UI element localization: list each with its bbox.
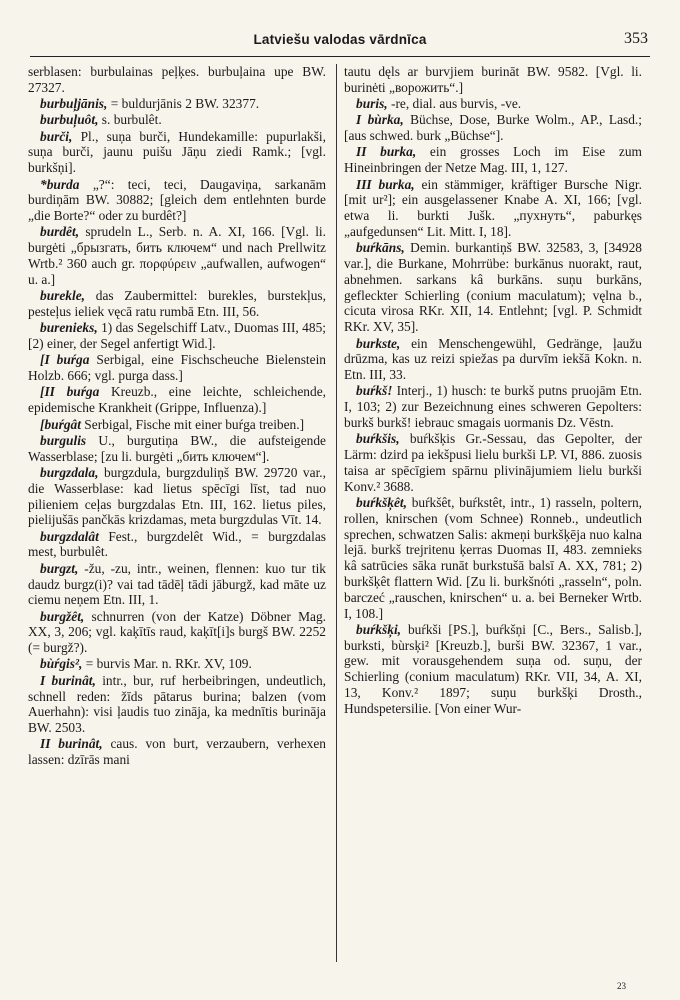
entry-definition: Pl., suņa burči, Hundekamille: pupurlakši, suņa burči, jaunu puišu Jāņu ziedi Ramk.; [vgl. burkšņi]. [28, 128, 326, 176]
entry-definition: buŕkšêt, buŕkstêt, intr., 1) rasseln, poltern, rollen, knirschen (vom Schnee) Ronneb., undeutlich sprechen, schwatzen Salis: akmeņi burkšķēja nuo kalna lejā. burkš trejritenu ķerras Duomas II, 483. zemnieks kâ satrūcies sāka runāt burkstušā balsī A. XX, 781; 2) burkšķêt flattern Wid. [Zu li. burkšnóti „rasseln“, poln. barczeć „rauschen, knirschen“ u. a. bei Berneker Wrtb. I, 108.] [344, 495, 642, 621]
dictionary-entry [344, 383, 642, 430]
dictionary-entry [28, 609, 326, 656]
entry-headword: buŕkšis, [356, 431, 400, 447]
dictionary-entry [28, 673, 326, 736]
entry-headword: [buŕgât [40, 416, 81, 432]
entry-definition: 1) das Segelschiff Latv., Duomas III, 485; [2) einer, der Segel anfertigt Wid.]. [28, 320, 326, 352]
running-title: Latviešu valodas vārdnīca [253, 32, 427, 47]
entry-headword: I bùrka, [356, 112, 404, 128]
signature-mark: 23 [617, 981, 626, 991]
dictionary-entry [28, 224, 326, 287]
entry-headword: burgzt, [40, 560, 79, 576]
entry-definition: Kreuzb., eine leichte, schleichende, epidemische Krankheit (Grippe, Influenza).] [28, 384, 326, 416]
dictionary-entry [344, 336, 642, 383]
entry-definition: ein stämmiger, kräftiger Bursche Nigr. [mit ur²]; ein ausgelassener Knabe A. XI, 166; [vgl. etwa li. burkti Jušk. „пухнуть“, paburkęs „aufgedunsen“ Lit. Mitt. I, 18]. [344, 176, 642, 239]
page-header [30, 28, 650, 57]
dictionary-entry [28, 96, 326, 112]
entry-definition: Serbigal, eine Fischscheuche Bielenstein Holzb. 666; vgl. purga dass.] [28, 352, 326, 384]
dictionary-entry [28, 656, 326, 672]
entry-definition: -žu, -zu, intr., weinen, flennen: kuo tur tik daudz burgz(i)? vai tad tādēļ tādi jāburgž, kad māte uz ciemu neņem Etn. III, 1. [28, 560, 326, 608]
entry-headword: burči, [40, 128, 73, 144]
entry-definition: schnurren (von der Katze) Döbner Mag. XX, 3, 206; vgl. kaķītīs raud, kaķīt[i]s burgš BW. 2252 (= burgž?). [28, 608, 326, 656]
dictionary-entry [28, 112, 326, 128]
dictionary-entry [344, 177, 642, 240]
entry-definition: Serbigal, Fische mit einer buŕga treiben.] [84, 416, 305, 432]
entry-headword: burgulis [40, 432, 87, 448]
entry-definition: = burvis Mar. n. RKr. XV, 109. [85, 656, 252, 672]
entry-headword: bùŕgis², [40, 656, 83, 672]
entry-headword: [II buŕga [40, 384, 100, 400]
dictionary-entry [28, 352, 326, 384]
entry-headword: buŕkšķêt, [356, 495, 407, 511]
entry-headword: II burka, [356, 144, 417, 160]
entry-headword: burekle, [40, 288, 86, 304]
entry-headword: I burinât, [40, 672, 96, 688]
entry-headword: *burda [40, 176, 80, 192]
dictionary-entry [28, 64, 326, 96]
entry-definition: buŕkši [PS.], buŕkšņi [C., Bers., Salisb.], burksti, bùrsķi² [Kreuzb.], burši BW. 32367, 1 var., gew. mit vorausgehendem suņa od. suņu, der Schierling (conium maculatum) RKr. VII, 34, A. XI, 13, Konv.² 1897; suņu burkšķi Drosth., Hundspetersilie. [Von einer Wur- [344, 621, 642, 716]
entry-definition: ein grosses Loch im Eise zum Hineinbringen der Netze Mag. III, 1, 127. [344, 144, 642, 176]
entry-headword: burbuļjānis, [40, 96, 108, 112]
entry-headword: burdêt, [40, 224, 80, 240]
page-number: 353 [624, 30, 648, 47]
entry-definition: sprudeln L., Serb. n. A. XI, 166. [Vgl. li. burgėti „брызгать, бить ключем“ und nach Prellwitz Wrtb.² 360 auch gr. πορφύρειν „aufwallen, aufwogen“ u. a.] [28, 224, 326, 287]
entry-definition: caus. von burt, verzaubern, verhexen lassen: dzīrās mani [28, 736, 326, 768]
dictionary-entry [344, 495, 642, 621]
entry-headword: [I buŕga [40, 352, 90, 368]
entry-definition: Fest., burgzdelêt Wid., = burgzdalas mest, burbulêt. [28, 528, 326, 560]
entry-definition: U., burgutiņa BW., die aufsteigende Wasserblase; [zu li. burgėti „бить ключем“]. [28, 432, 326, 464]
entry-headword: III burka, [356, 176, 415, 192]
entry-headword: burgzdala, [40, 464, 99, 480]
dictionary-entry [344, 144, 642, 176]
dictionary-entry [28, 561, 326, 608]
entry-headword: II burinât, [40, 736, 103, 752]
right-column [344, 64, 642, 984]
dictionary-entry [344, 240, 642, 335]
dictionary-entry [28, 288, 326, 320]
entry-headword: buŕkš! [356, 383, 393, 399]
dictionary-entry [28, 177, 326, 224]
entry-definition: intr., bur, ruf herbeibringen, undeutlich, schnell reden: žīds pātarus burina; balzen (vom Auerhahn): visi ļaudis tuo zināja, ka mednītis burināja BW. 2503. [28, 672, 326, 736]
column-divider [336, 64, 337, 962]
entry-definition: burgzdula, burgzduliņš BW. 29720 var., die Wasserblase: kad lietus spēcīgi līst, tad nuo pilieniem ceļas burgzdalas Etn. III, 162. lietus piles, pielijušās pančkās krizdamas, meta burgzdulas Vīt. 14. [28, 464, 326, 528]
dictionary-entry [28, 320, 326, 352]
entry-headword: burenieks, [40, 320, 98, 336]
entry-definition: Büchse, Dose, Burke Wolm., AP., Lasd.; [aus schwed. burk „Büchse“]. [344, 112, 642, 144]
entry-headword: burgžêt, [40, 608, 85, 624]
dictionary-entry [344, 622, 642, 717]
entry-definition: ein Menschengewühl, Gedränge, ļaužu drūzma, kas uz reizi spiežas pa durvīm iekšā Kokn. n. Etn. III, 33. [344, 335, 642, 383]
entry-headword: buŕkāns, [356, 240, 405, 256]
dictionary-entry [344, 96, 642, 112]
dictionary-entry [344, 112, 642, 144]
dictionary-entry [28, 417, 326, 433]
entry-definition: -re, dial. aus burvis, -ve. [391, 96, 522, 112]
entry-definition: Interj., 1) husch: te burkš putns pruojām Etn. I, 103; 2) zur Bezeichnung eines schweren Gepolters: burkš burkš! iebrauc smagais uormanis Dz. Vēstn. [344, 383, 642, 431]
dictionary-entry [28, 384, 326, 416]
entry-definition: serblasen: burbulainas peļķes. burbuļaina upe BW. 27327. [28, 64, 326, 95]
dictionary-entry [344, 431, 642, 494]
entry-headword: buris, [356, 96, 388, 112]
dictionary-entry [28, 129, 326, 176]
entry-definition: = buldurjānis 2 BW. 32377. [110, 96, 260, 112]
entry-definition: buŕkšķis Gr.-Sessau, das Gepolter, der Lärm: dzird pa iekšpusi lielu burkši LP. VI, 886. zuosis taisa ar spēcīgiem spārnu plivinājumiem lielu burkši Konv.² 3688. [344, 431, 642, 494]
dictionary-entry [28, 736, 326, 768]
dictionary-entry [28, 433, 326, 465]
entry-headword: burbuļuôt, [40, 112, 99, 128]
entry-definition: tautu dęls ar burvjiem burināt BW. 9582. [Vgl. li. burinėti „ворожить“.] [344, 64, 642, 95]
entry-definition: Demin. burkantiņš BW. 32583, 3, [34928 var.], die Burkane, Mohrrübe: burkānus nuorakt, raut, abnehmen. sarkans kâ burkāns. suņu burkāns, gefleckter Schierling (conium maculatum); vęlna b., cicuta virosa RKr. XII, 14. Entlehnt; [vgl. P. Schmidt RKr. XV, 35]. [344, 240, 642, 335]
entry-headword: burkste, [356, 335, 401, 351]
dictionary-entry [344, 64, 642, 96]
entry-definition: s. burbulêt. [101, 112, 162, 128]
entry-definition: das Zaubermittel: burekles, burstekļus, pesteļus ieliek vęcā ratu rumbā Etn. III, 56. [28, 288, 326, 319]
left-column [28, 64, 326, 984]
entry-headword: burgzdalât [40, 528, 99, 544]
entry-definition: „?“: teci, teci, Daugaviņa, sarkanām burdiņām BW. 30882; [gleich dem entlehnten burde „die Borte?“ oder zu burdêt?] [28, 176, 326, 224]
dictionary-entry [28, 465, 326, 528]
entry-headword: buŕkšķi, [356, 621, 402, 637]
dictionary-entry [28, 529, 326, 561]
